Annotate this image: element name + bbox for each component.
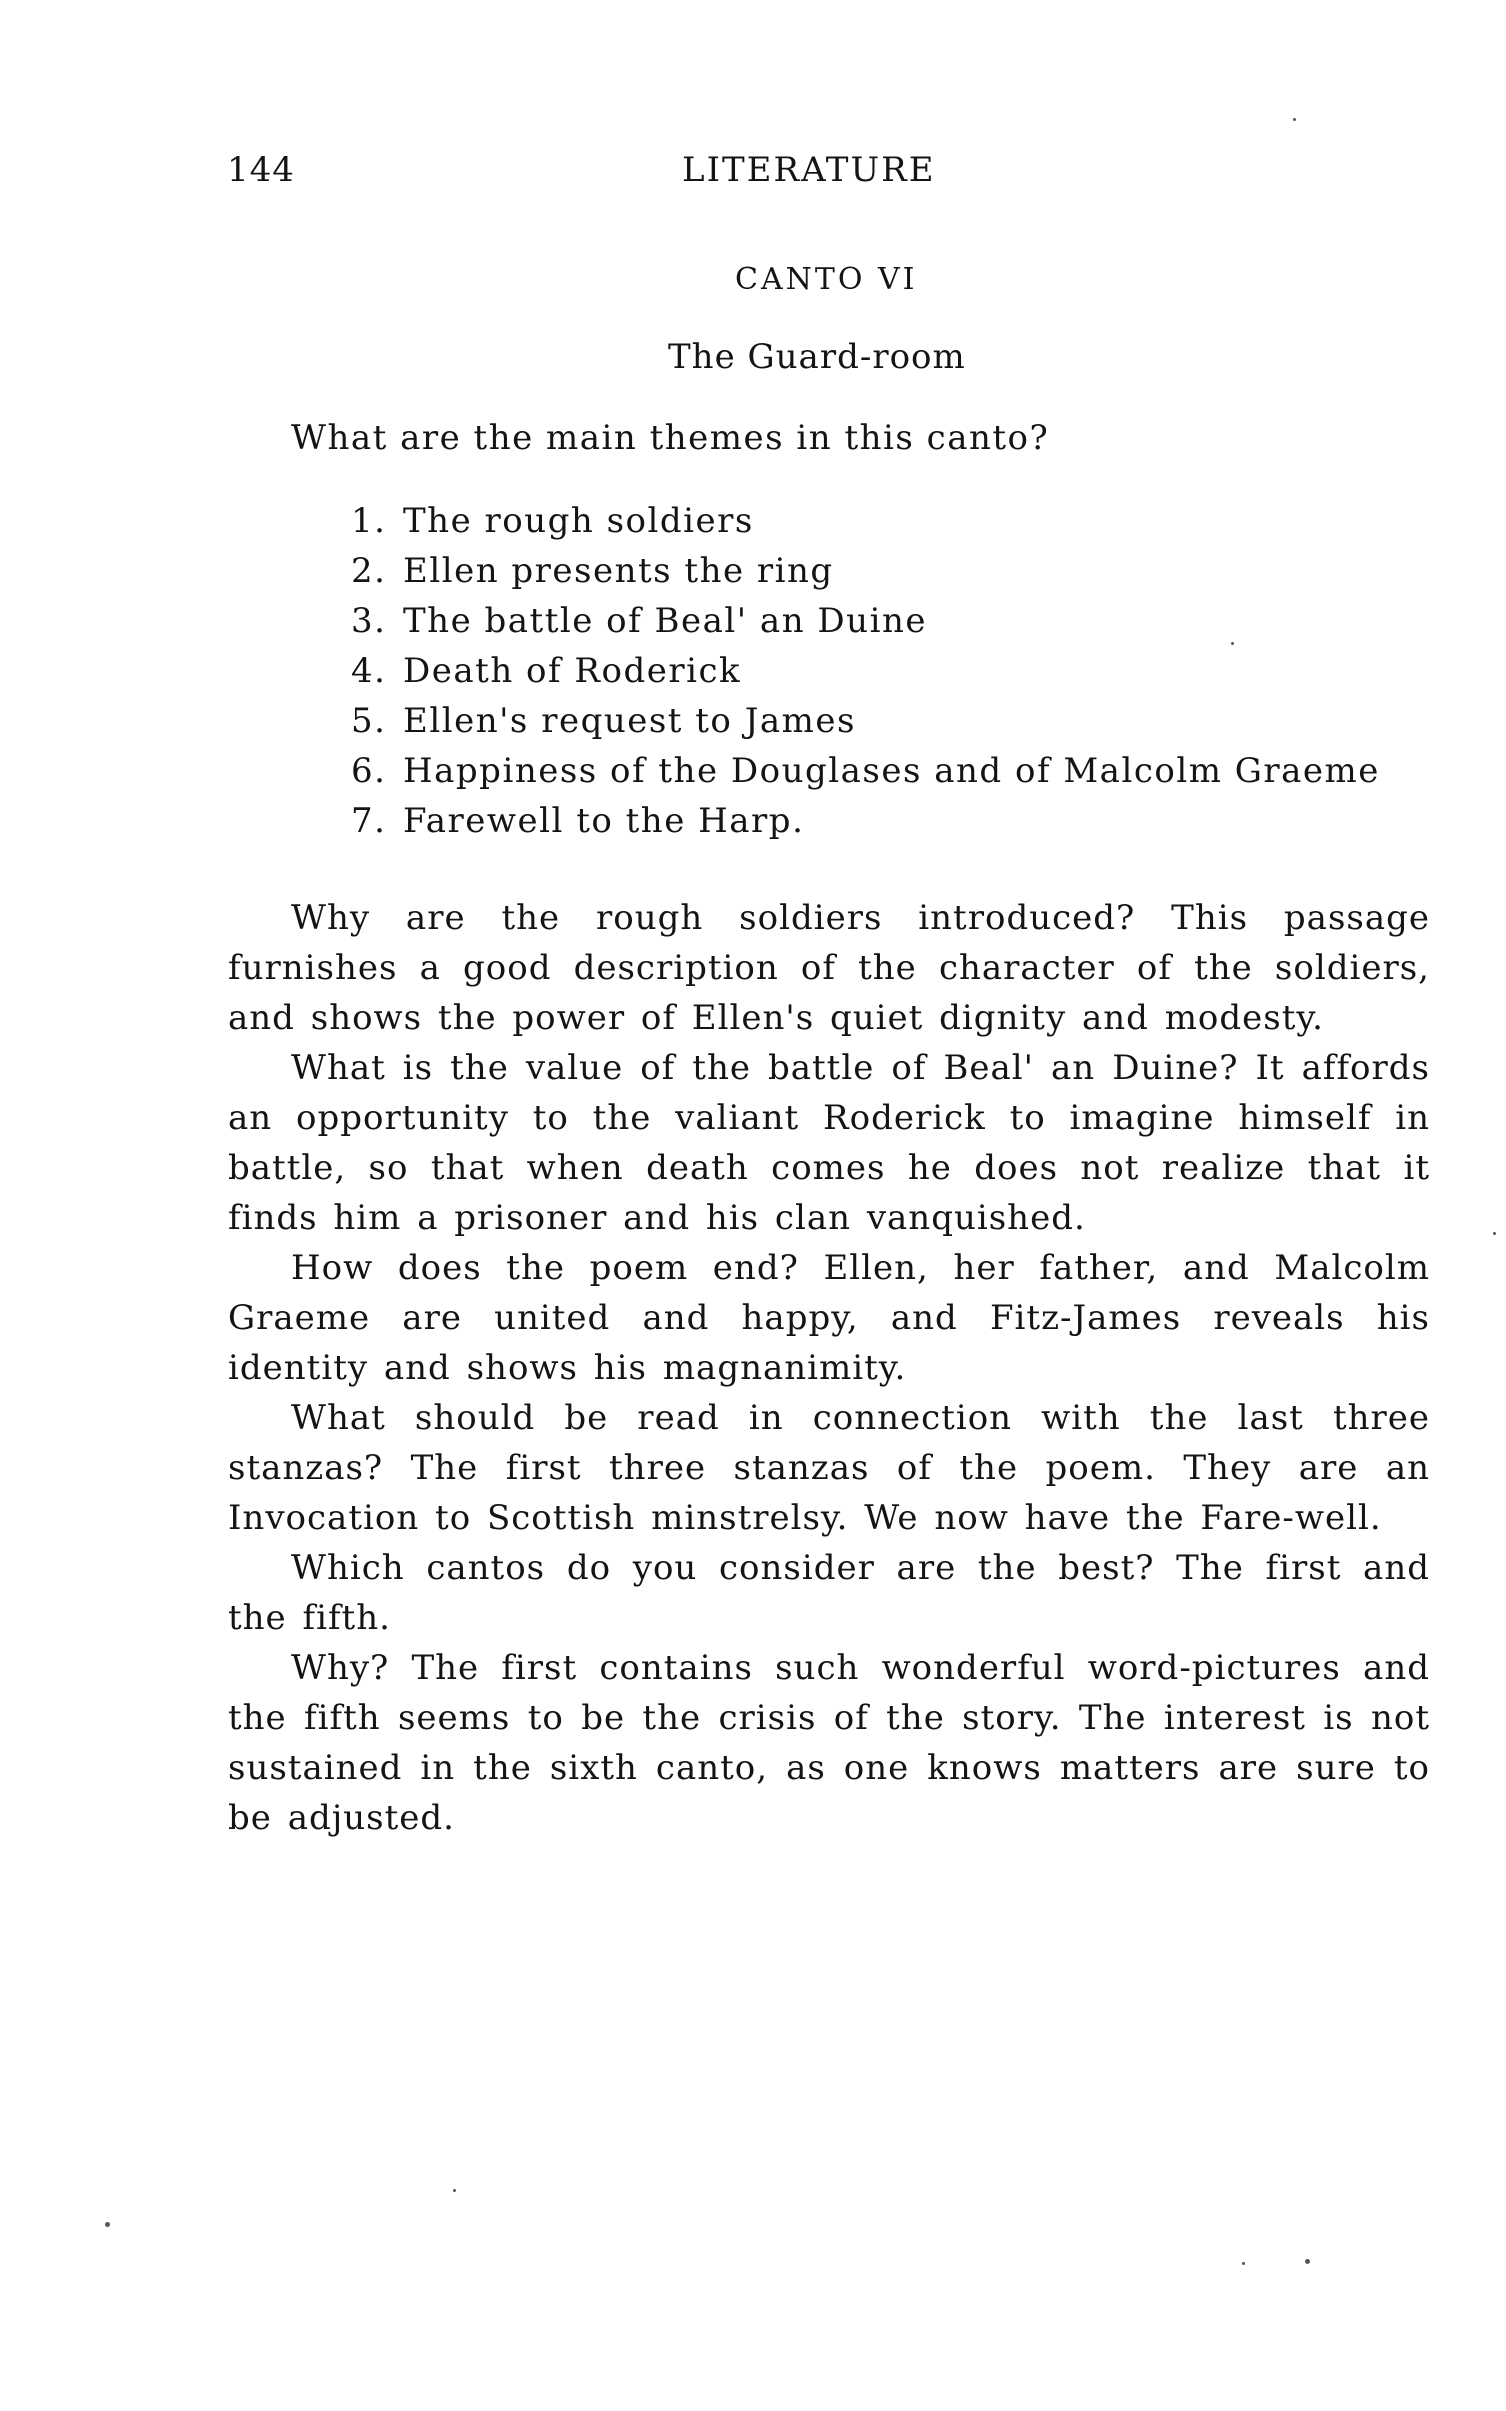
- theme-item: [351, 746, 1380, 796]
- theme-item: [351, 546, 1380, 596]
- theme-text: The battle of Beal' an Duine: [403, 601, 927, 641]
- scan-speck: [105, 2222, 110, 2227]
- theme-number: 4.: [351, 651, 387, 691]
- scan-speck: [1493, 1232, 1496, 1235]
- paragraph-stanzas: What should be read in connection with the last three stanzas? The first three stanzas of the poem. They are an Invocation to Scottish minstrelsy. We now have the Fare-well.: [228, 1398, 1430, 1538]
- theme-text: The rough soldiers: [403, 501, 754, 541]
- paragraph-soldiers: Why are the rough soldiers introduced? This passage furnishes a good description of the character of the soldiers, and shows the power of Ellen's quiet dignity and modesty.: [228, 898, 1430, 1038]
- theme-item: [351, 696, 1380, 746]
- themes-list: [351, 496, 1380, 846]
- theme-item: [351, 796, 1380, 846]
- theme-number: 2.: [351, 551, 387, 591]
- theme-text: Farewell to the Harp.: [403, 801, 805, 841]
- section-title: The Guard-room: [668, 337, 966, 377]
- body-text: [228, 893, 1430, 1843]
- running-head: LITERATURE: [682, 150, 936, 190]
- theme-text: Ellen's request to James: [403, 701, 856, 741]
- scan-speck: [1242, 2262, 1245, 2265]
- theme-text: Happiness of the Douglases and of Malcolm Graeme: [403, 751, 1380, 791]
- paragraph-ending: How does the poem end? Ellen, her father, and Malcolm Graeme are united and happy, and Fitz-James reveals his identity and shows his magnanimity.: [228, 1248, 1430, 1388]
- theme-item: [351, 596, 1380, 646]
- theme-number: 6.: [351, 751, 387, 791]
- theme-text: Ellen presents the ring: [403, 551, 834, 591]
- theme-item: [351, 646, 1380, 696]
- scan-speck: [1293, 118, 1296, 121]
- page-number: 144: [227, 150, 295, 190]
- theme-number: 5.: [351, 701, 387, 741]
- theme-text: Death of Roderick: [403, 651, 742, 691]
- canto-heading: CANTO VI: [735, 262, 918, 297]
- scan-speck: [1231, 642, 1234, 645]
- scan-speck: [1305, 2259, 1310, 2264]
- themes-question: What are the main themes in this canto?: [291, 418, 1050, 458]
- theme-item: [351, 496, 1380, 546]
- theme-number: 3.: [351, 601, 387, 641]
- theme-number: 7.: [351, 801, 387, 841]
- scan-speck: [453, 2189, 456, 2192]
- paragraph-battle: What is the value of the battle of Beal' an Duine? It affords an opportunity to the valiant Roderick to imagine himself in battle, so that when death comes he does not realize that it finds him a prisoner and his clan vanquished.: [228, 1048, 1430, 1238]
- theme-number: 1.: [351, 501, 387, 541]
- paragraph-best-cantos: Which cantos do you consider are the best? The first and the fifth.: [228, 1548, 1430, 1638]
- paragraph-why: Why? The first contains such wonderful word-pictures and the fifth seems to be the crisis of the story. The interest is not sustained in the sixth canto, as one knows matters are sure to be adjusted.: [228, 1648, 1430, 1838]
